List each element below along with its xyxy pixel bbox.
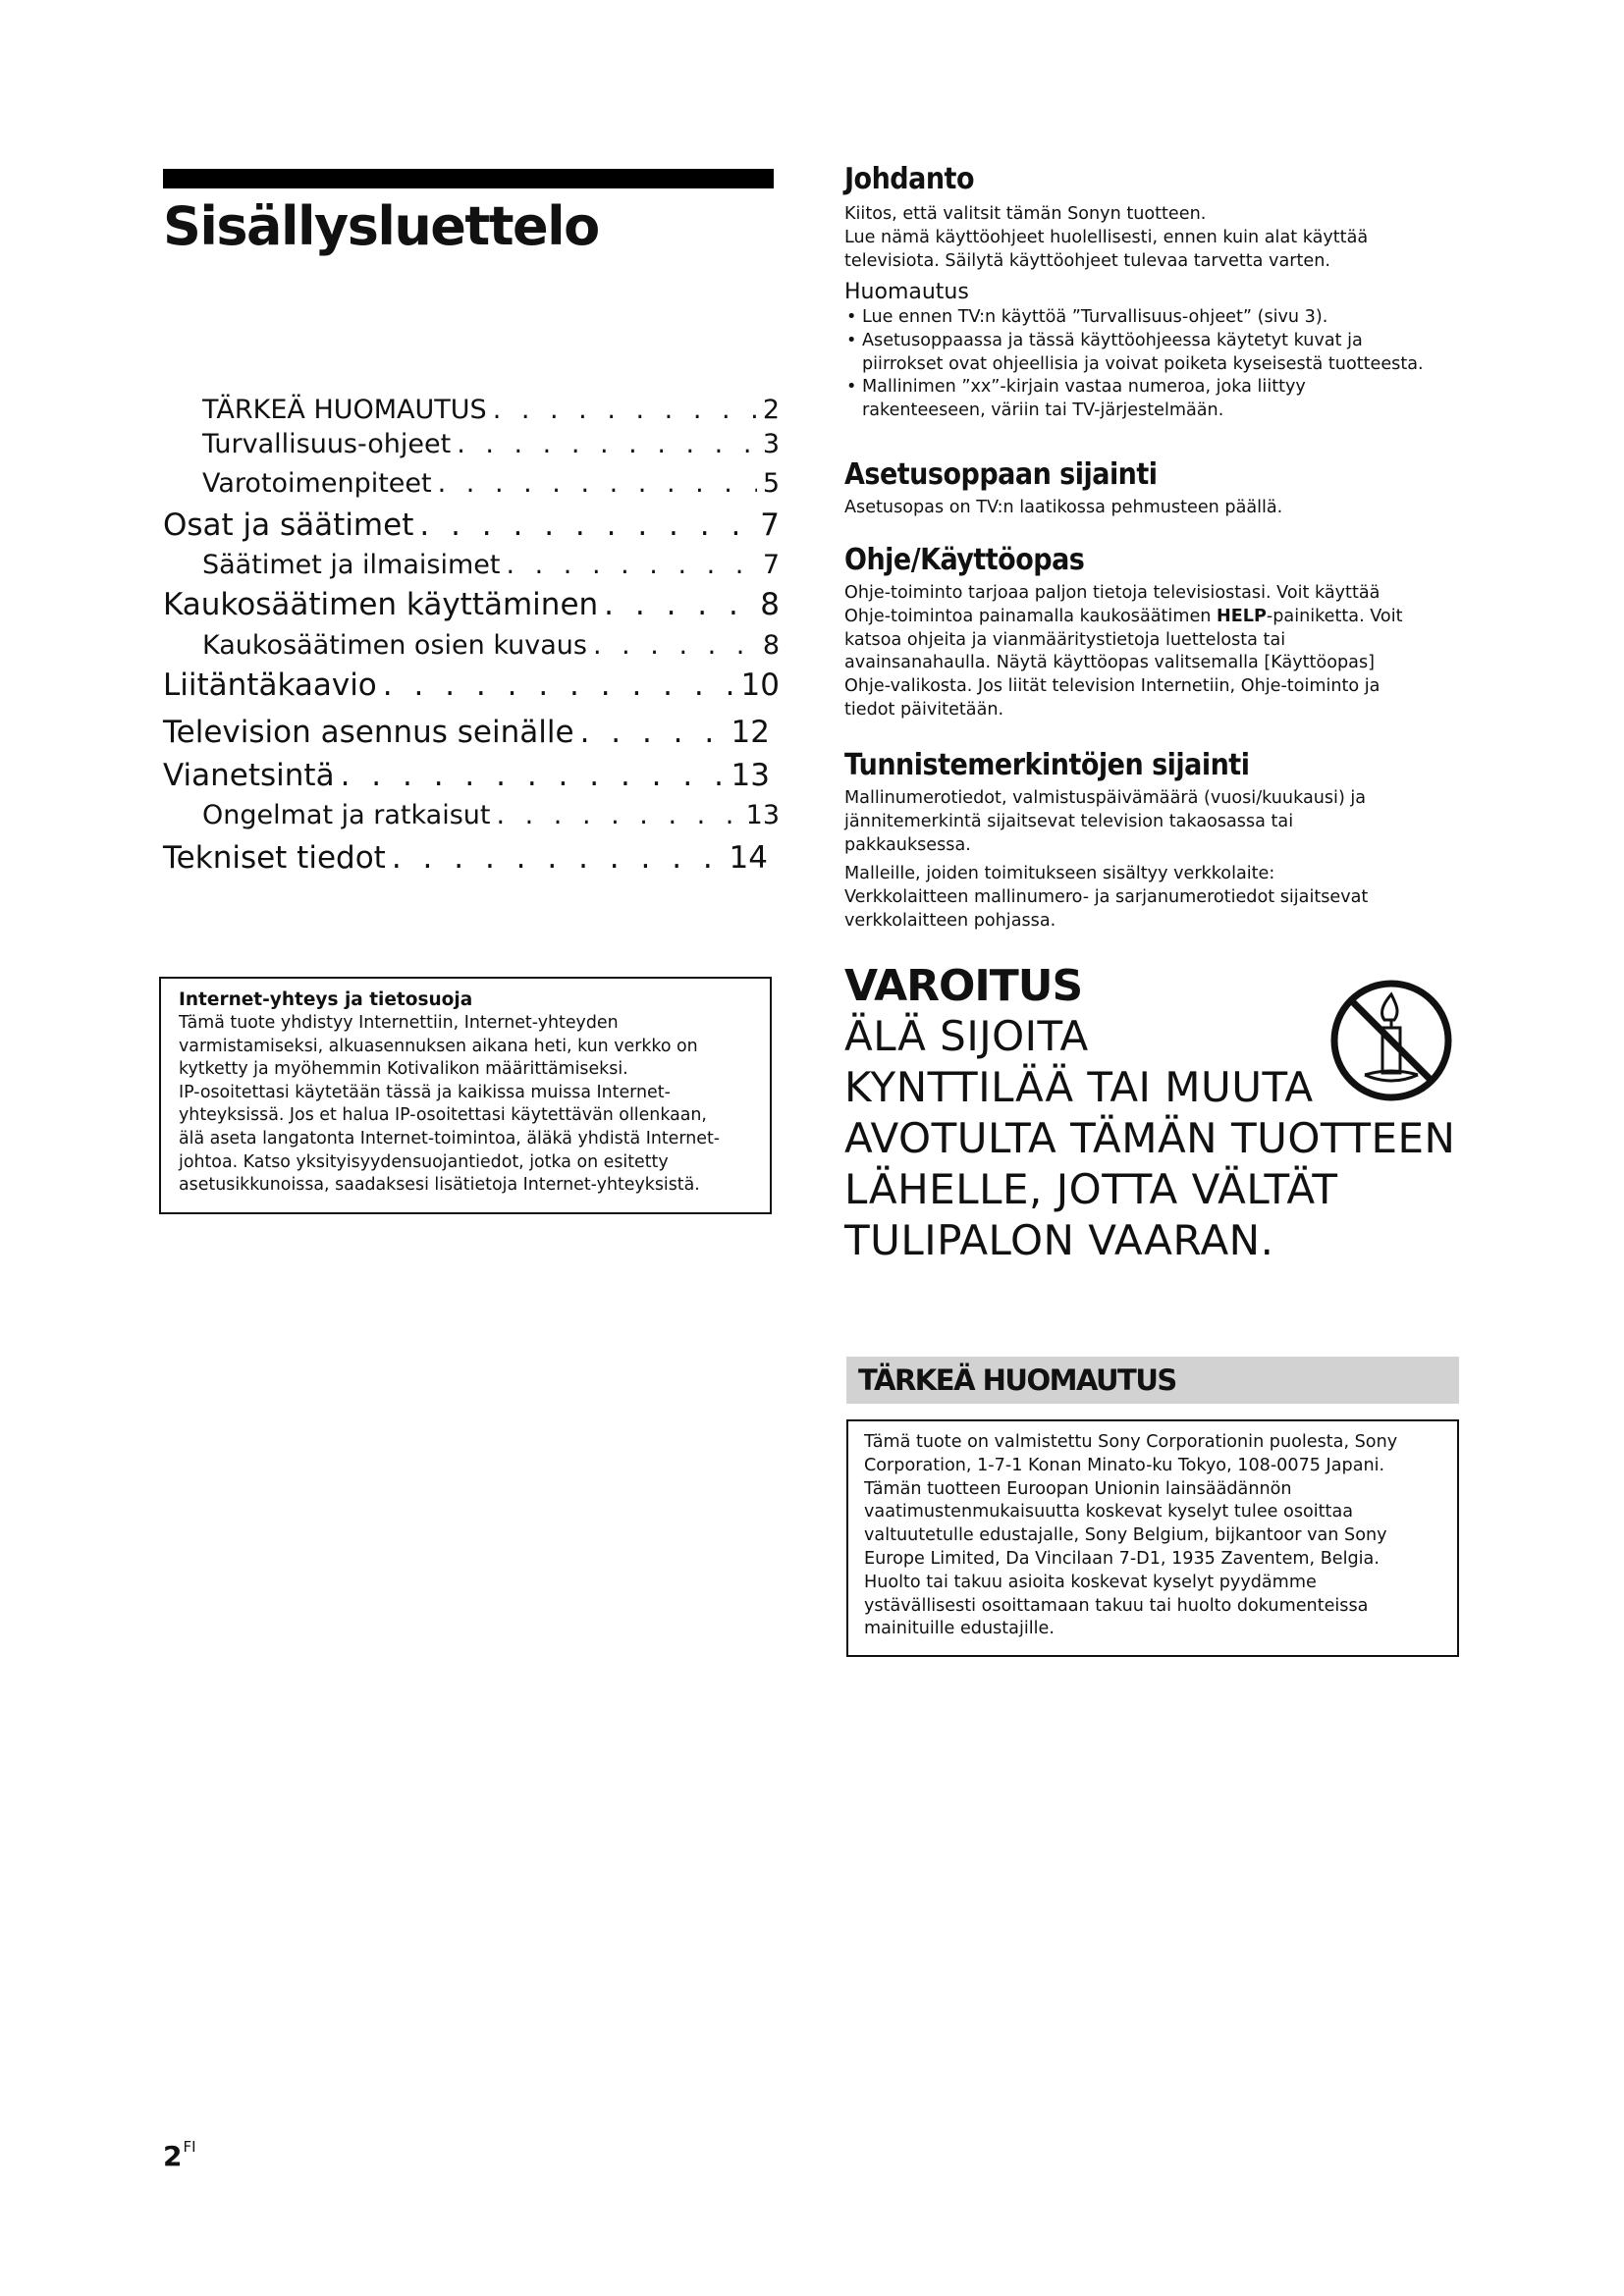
asetusopas-section	[844, 457, 1473, 520]
toc-entry-label: Osat ja säätimet	[163, 507, 414, 543]
toc-entry-page: 3	[762, 429, 780, 459]
note-item: • Asetusoppaassa ja tässä käyttöohjeessa käytetyt kuvat ja piirrokset ovat ohjeellisia ja voivat poiketa kyseisestä tuotteesta.	[844, 330, 1473, 376]
notice-line: ystävällisesti osoittamaan takuu tai huolto dokumenteissa	[864, 1595, 1369, 1616]
johdanto-section	[844, 162, 1473, 422]
toc-entry-page: 7	[762, 550, 780, 580]
toc-entry-label: Kaukosäätimen osien kuvaus	[202, 630, 587, 661]
ohje-heading: Ohje/Käyttöopas	[844, 543, 1085, 577]
toc-entry-label: Television asennus seinälle	[163, 715, 574, 750]
toc-entry-label: Vianetsintä	[163, 758, 335, 793]
toc-entry-page: 8	[762, 630, 780, 661]
internet-box-line: varmistamiseksi, alkuasennuksen aikana heti, kun verkko on	[179, 1036, 698, 1056]
toc-entry[interactable]	[202, 429, 780, 464]
page-title: Sisällysluettelo	[163, 195, 599, 257]
toc-entry[interactable]	[202, 468, 780, 504]
toc-entry[interactable]	[163, 667, 780, 707]
note-item: • Mallinimen ”xx”-kirjain vastaa numeroa, joka liittyy rakenteeseen, väriin tai TV-järjestelmään.	[844, 376, 1473, 422]
internet-box-line: kytketty ja myöhemmin Kotivalikon määrittämiseksi.	[179, 1059, 628, 1080]
tunniste-section	[844, 748, 1473, 934]
notice-line: mainituille edustajille.	[864, 1619, 1055, 1639]
johdanto-heading: Johdanto	[844, 162, 974, 196]
internet-box-line: älä aseta langatonta Internet-toimintoa, äläkä yhdistä Internet-	[179, 1128, 721, 1148]
notice-line: Corporation, 1-7-1 Konan Minato-ku Tokyo, 108-0075 Japani.	[864, 1455, 1385, 1475]
help-button-label: HELP	[1217, 606, 1267, 626]
notice-line: Huolto tai takuu asioita koskevat kyselyt pyydämme	[864, 1572, 1317, 1592]
notice-line: vaatimustenmukaisuutta koskevat kyselyt tulee osoittaa	[864, 1502, 1354, 1522]
ohje-section	[844, 543, 1473, 722]
ohje-line: Ohje-toiminto tarjoaa paljon tietoja televisiostasi. Voit käyttää	[844, 583, 1380, 603]
notice-line: Tämän tuotteen Euroopan Unionin lainsäädännön	[864, 1478, 1292, 1499]
internet-box-heading: Internet-yhteys ja tietosuoja	[179, 989, 473, 1010]
warning-heading: VAROITUS	[844, 961, 1083, 1011]
toc-entry-page: 7	[760, 507, 780, 543]
tunniste-line: pakkauksessa.	[844, 834, 971, 855]
notice-line: Tämä tuote on valmistettu Sony Corporationin puolesta, Sony	[864, 1432, 1398, 1452]
toc-entry[interactable]	[163, 587, 780, 626]
toc-entry-label: TÄRKEÄ HUOMAUTUS	[202, 395, 487, 425]
toc-entry-label: Varotoimenpiteet	[202, 468, 432, 499]
toc-entry[interactable]	[202, 395, 780, 430]
tunniste-line: Mallinumerotiedot, valmistuspäivämäärä (vuosi/kuukausi) ja	[844, 788, 1367, 808]
no-candle-icon	[1327, 977, 1455, 1104]
toc-entry-label: Säätimet ja ilmaisimet	[202, 550, 501, 580]
johdanto-line: Lue nämä käyttöohjeet huolellisesti, ennen kuin alat käyttää	[844, 227, 1369, 247]
toc-entry-page: 8	[760, 587, 780, 622]
ohje-line: Ohje-valikosta. Jos liität television Internetiin, Ohje-toiminto ja	[844, 676, 1380, 697]
tunniste-line: Verkkolaitteen mallinumero- ja sarjanumerotiedot sijaitsevat	[844, 887, 1369, 908]
note-list	[844, 306, 1473, 422]
notice-line: Europe Limited, Da Vincilaan 7-D1, 1935 Zaventem, Belgia.	[864, 1548, 1380, 1569]
toc-entry[interactable]	[202, 800, 780, 835]
toc-entry-label: Liitäntäkaavio	[163, 667, 377, 703]
tunniste-line: verkkolaitteen pohjassa.	[844, 910, 1056, 931]
toc-entry-page: 2	[762, 395, 780, 425]
asetusopas-heading: Asetusoppaan sijainti	[844, 457, 1158, 492]
ohje-line: tiedot päivitetään.	[844, 699, 1004, 720]
asetusopas-text: Asetusopas on TV:n laatikossa pehmusteen päällä.	[844, 498, 1283, 517]
tunniste-line: Malleille, joiden toimitukseen sisältyy verkkolaite:	[844, 864, 1275, 884]
toc-entry-label: Turvallisuus-ohjeet	[202, 429, 452, 459]
johdanto-line: televisiota. Säilytä käyttöohjeet tulevaa tarvetta varten.	[844, 250, 1330, 271]
warning-text: ÄLÄ SIJOITA KYNTTILÄÄ TAI MUUTA AVOTULTA TÄMÄN TUOTTEEN LÄHELLE, JOTTA VÄLTÄT TULIPALON VAARAN.	[844, 1012, 1456, 1264]
toc-entry[interactable]	[163, 840, 768, 880]
toc-entry-page: 13	[745, 800, 780, 830]
title-rule	[163, 169, 774, 188]
internet-box-line: IP-osoitettasi käytetään tässä ja kaikissa muissa Internet-	[179, 1082, 671, 1102]
important-notice-heading: TÄRKEÄ HUOMAUTUS	[858, 1363, 1176, 1397]
toc-entry[interactable]	[163, 758, 770, 797]
tunniste-heading: Tunnistemerkintöjen sijainti	[844, 748, 1250, 782]
language-code: FI	[183, 2138, 196, 2156]
toc-entry-label: Kaukosäätimen käyttäminen	[163, 587, 599, 622]
important-notice-box	[846, 1419, 1459, 1657]
tunniste-line: jännitemerkintä sijaitsevat television takaosassa tai	[844, 811, 1294, 831]
toc-entry-page: 14	[729, 840, 768, 876]
toc-entry[interactable]	[163, 507, 780, 547]
note-heading: Huomautus	[844, 280, 969, 305]
internet-privacy-box	[159, 977, 772, 1214]
ohje-line: Ohje-toimintoa painamalla kaukosäätimen HELP-painiketta. Voit	[844, 606, 1403, 626]
toc-entry-page: 10	[740, 667, 780, 703]
toc-entry-label: Tekniset tiedot	[163, 840, 386, 876]
ohje-line: avainsanahaulla. Näytä käyttöopas valitsemalla [Käyttöopas]	[844, 653, 1375, 673]
internet-box-line: Tämä tuote yhdistyy Internettiin, Internet-yhteyden	[179, 1013, 619, 1033]
toc-entry[interactable]	[202, 550, 780, 585]
notice-line: valtuutetulle edustajalle, Sony Belgium, bijkantoor van Sony	[864, 1525, 1387, 1546]
toc-entry-page: 5	[762, 468, 780, 499]
toc-entry-page: 13	[731, 758, 770, 793]
note-item: • Lue ennen TV:n käyttöä ”Turvallisuus-ohjeet” (sivu 3).	[844, 306, 1473, 330]
toc-entry[interactable]	[163, 715, 770, 754]
toc-entry-page: 12	[731, 715, 770, 750]
toc-entry[interactable]	[202, 630, 780, 666]
toc-entry-label: Ongelmat ja ratkaisut	[202, 800, 491, 830]
internet-box-line: yhteyksissä. Jos et halua IP-osoitettasi käytettävän ollenkaan,	[179, 1105, 707, 1126]
internet-box-line: johtoa. Katso yksityisyydensuojantiedot, jotka on esitetty	[179, 1151, 669, 1172]
johdanto-line: Kiitos, että valitsit tämän Sonyn tuotteen.	[844, 204, 1207, 224]
ohje-line: katsoa ohjeita ja vianmääritystietoja luettelosta tai	[844, 629, 1286, 650]
internet-box-line: asetusikkunoissa, saadaksesi lisätietoja Internet-yhteyksistä.	[179, 1175, 700, 1196]
page-number: $2^{FI}$	[163, 2138, 196, 2172]
